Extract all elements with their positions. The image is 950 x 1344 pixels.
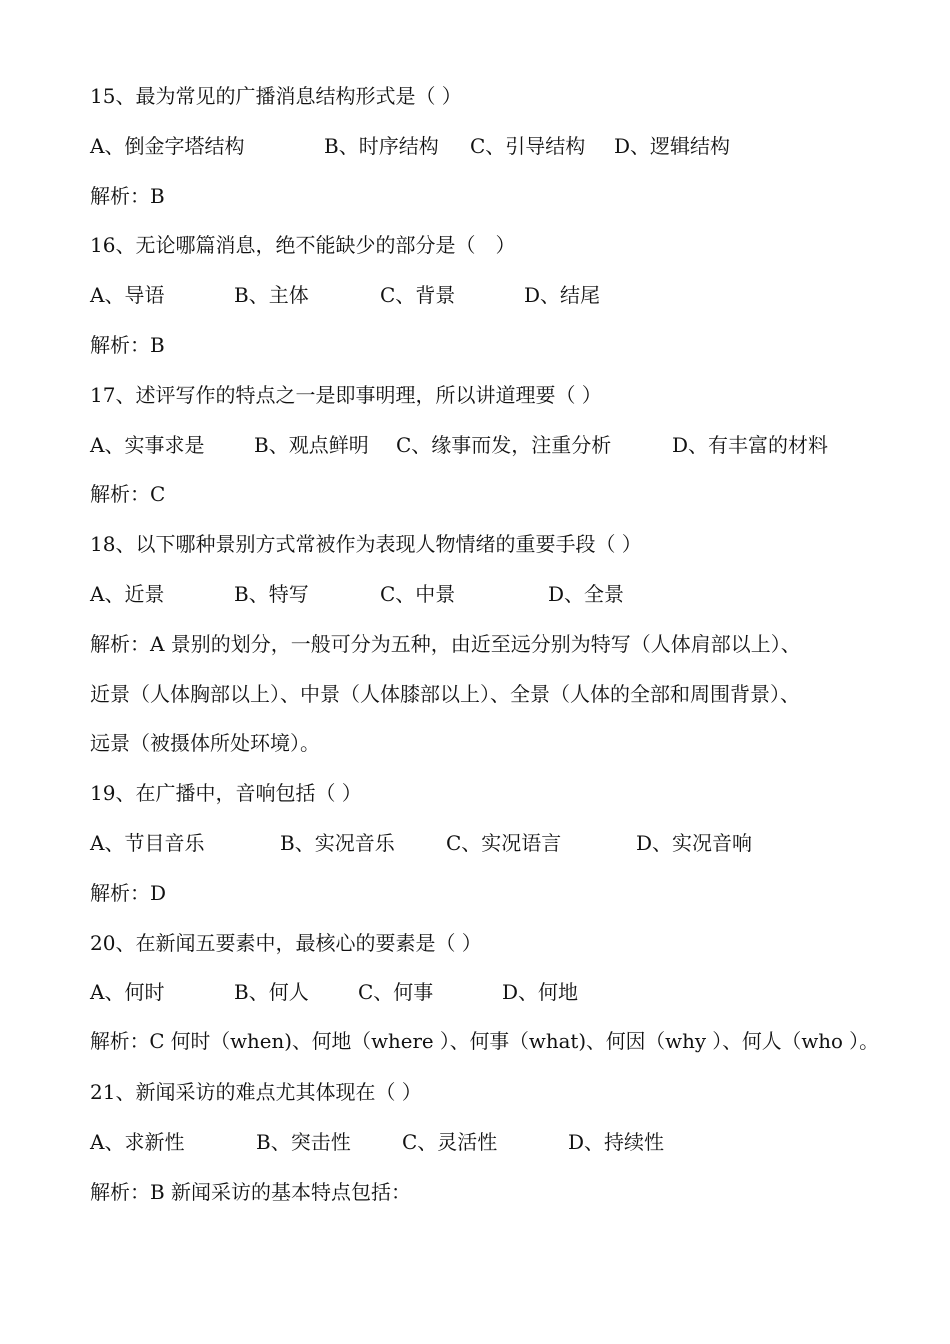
option-c: C、实况语言 (446, 830, 562, 855)
options-17 (90, 425, 880, 475)
options-21 (90, 1122, 880, 1172)
option-c: C、背景 (380, 283, 456, 308)
answer-19: 解析：D (90, 880, 167, 905)
answer-18-line-2: 近景（人体胸部以上）、中景（人体膝部以上）、全景（人体的全部和周围背景）、 (90, 681, 800, 706)
options-15 (90, 126, 880, 176)
options-20 (90, 972, 880, 1022)
option-d: D、持续性 (568, 1129, 665, 1154)
option-d: D、结尾 (524, 283, 601, 308)
answer-17: 解析：C (90, 482, 166, 507)
question-21: 21、新闻采访的难点尤其体现在（ ） (90, 1079, 422, 1104)
answer-20: 解析：C 何时（when)、何地（where ）、何事（what)、何因（why ）、何人（who ）。 (90, 1030, 879, 1054)
option-a: A、节目音乐 (90, 830, 205, 855)
question-20: 20、在新闻五要素中，最核心的要素是（ ） (90, 930, 482, 955)
document-page (90, 76, 880, 1221)
option-b: B、实况音乐 (280, 830, 395, 855)
option-c: C、缘事而发，注重分析 (396, 432, 612, 457)
answer-18-line-3: 远景（被摄体所处环境）。 (90, 731, 320, 756)
option-a: A、导语 (90, 283, 165, 308)
options-18 (90, 574, 880, 624)
option-a: A、倒金字塔结构 (90, 133, 245, 158)
option-d: D、全景 (548, 581, 625, 606)
option-b: B、突击性 (256, 1129, 351, 1154)
option-c: C、中景 (380, 581, 456, 606)
option-d: D、实况音响 (636, 830, 753, 855)
option-a: A、求新性 (90, 1129, 185, 1154)
option-c: C、何事 (358, 980, 434, 1005)
answer-15: 解析：B (90, 183, 165, 208)
options-16 (90, 275, 880, 325)
option-c: C、引导结构 (470, 133, 586, 158)
option-a: A、何时 (90, 980, 165, 1005)
options-19 (90, 823, 880, 873)
option-b: B、观点鲜明 (254, 432, 369, 457)
option-b: B、特写 (234, 581, 309, 606)
question-19: 19、在广播中，音响包括（ ） (90, 781, 362, 806)
option-a: A、近景 (90, 581, 165, 606)
question-18: 18、以下哪种景别方式常被作为表现人物情绪的重要手段（ ） (90, 532, 642, 557)
answer-18-line-1: 解析：A 景别的划分，一般可分为五种，由近至远分别为特写（人体肩部以上）、 (90, 631, 801, 656)
answer-21: 解析：B 新闻采访的基本特点包括： (90, 1179, 412, 1204)
question-15: 15、最为常见的广播消息结构形式是（ ） (90, 84, 462, 108)
answer-16: 解析：B (90, 332, 165, 357)
option-b: B、时序结构 (324, 133, 439, 158)
option-c: C、灵活性 (402, 1129, 498, 1154)
option-a: A、实事求是 (90, 432, 205, 457)
question-16: 16、无论哪篇消息，绝不能缺少的部分是（ ） (90, 233, 516, 258)
option-d: D、有丰富的材料 (672, 432, 829, 457)
option-d: D、逻辑结构 (614, 133, 731, 158)
question-17: 17、述评写作的特点之一是即事明理，所以讲道理要（ ） (90, 382, 602, 407)
option-d: D、何地 (502, 980, 579, 1005)
option-b: B、主体 (234, 283, 309, 308)
option-b: B、何人 (234, 980, 309, 1005)
